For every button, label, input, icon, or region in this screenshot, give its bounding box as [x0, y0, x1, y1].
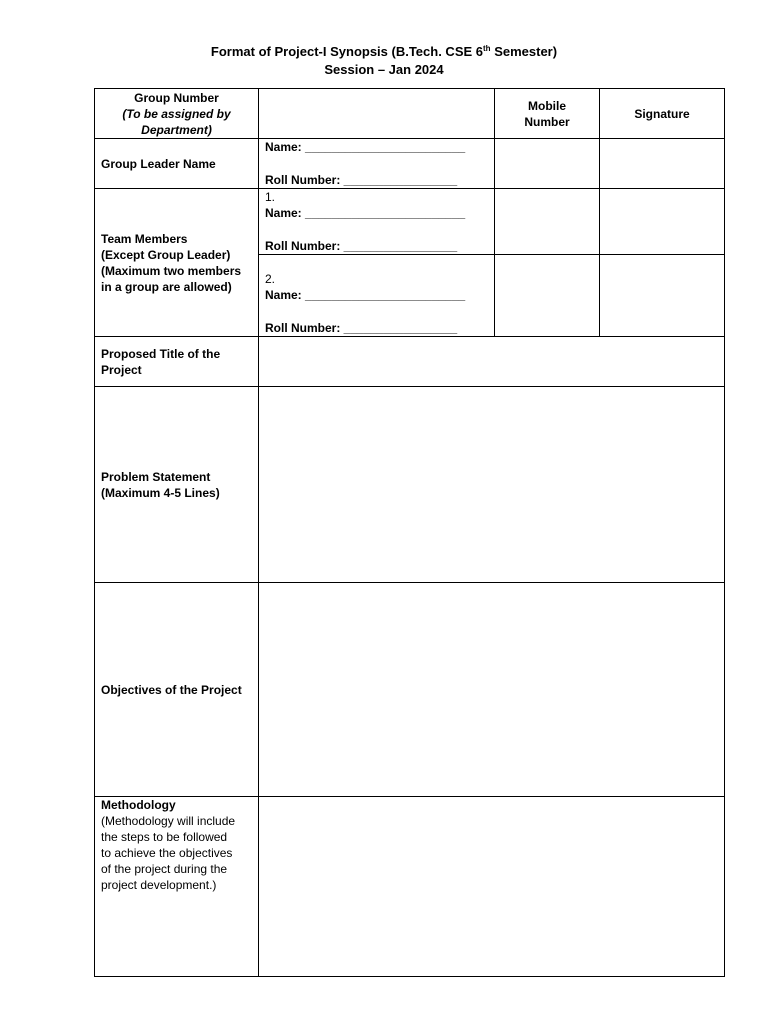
member-2-number: 2.: [265, 272, 276, 286]
team-members-text: in a group are allowed): [101, 279, 232, 294]
objectives-label: Objectives of the Project: [95, 583, 259, 797]
leader-mobile-field[interactable]: [495, 139, 600, 189]
member-1-mobile-field[interactable]: [495, 189, 600, 255]
title-text: Format of Project-I Synopsis (B.Tech. CSE 6: [210, 44, 484, 59]
member-1-signature-field[interactable]: [600, 189, 725, 255]
methodology-note: the steps to be followed: [101, 830, 228, 844]
member-1-number: 1.: [265, 190, 276, 204]
leader-signature-field[interactable]: [600, 139, 725, 189]
team-members-text: (Except Group Leader): [101, 247, 231, 262]
mobile-header-text: Number: [524, 114, 570, 129]
mobile-number-header: [495, 89, 600, 139]
problem-statement-text: (Maximum 4-5 Lines): [101, 485, 220, 500]
methodology-label-cell: [95, 797, 259, 977]
leader-roll-line: Roll Number: _________________: [265, 173, 458, 187]
group-number-label-cell: [95, 89, 259, 139]
methodology-label: Methodology: [101, 798, 176, 812]
leader-name-line: Name: ________________________: [265, 140, 466, 154]
problem-statement-row: [95, 387, 725, 583]
title-text-end: Semester): [490, 44, 558, 59]
synopsis-form-table: [94, 88, 725, 977]
problem-statement-label: [95, 387, 259, 583]
member-2-fields[interactable]: [259, 255, 495, 337]
team-members-text: (Maximum two members: [101, 263, 242, 278]
team-members-text: Team Members: [101, 231, 188, 246]
document-title: [0, 43, 768, 60]
group-number-row: [95, 89, 725, 139]
group-number-note: Department): [141, 122, 212, 137]
member-2-signature-field[interactable]: [600, 255, 725, 337]
proposed-title-field[interactable]: [259, 337, 725, 387]
signature-header: Signature: [600, 89, 725, 139]
title-superscript: th: [483, 44, 491, 53]
member-1-roll-line: Roll Number: _________________: [265, 239, 458, 253]
methodology-note: of the project during the: [101, 862, 228, 876]
mobile-header-text: Mobile: [528, 98, 566, 113]
methodology-note: project development.): [101, 878, 217, 892]
group-number-label: Group Number: [134, 90, 219, 105]
member-2-name-line: Name: ________________________: [265, 288, 466, 302]
team-member-1-row: [95, 189, 725, 255]
member-1-name-line: Name: ________________________: [265, 206, 466, 220]
problem-statement-text: Problem Statement: [101, 469, 211, 484]
session-line: Session – Jan 2024: [324, 62, 444, 77]
proposed-title-label: [95, 337, 259, 387]
objectives-row: [95, 583, 725, 797]
proposed-title-text: Project: [101, 362, 142, 377]
group-leader-fields[interactable]: [259, 139, 495, 189]
member-2-mobile-field[interactable]: [495, 255, 600, 337]
group-number-note: (To be assigned by: [122, 106, 231, 121]
methodology-note: (Methodology will include: [101, 814, 236, 828]
objectives-field[interactable]: [259, 583, 725, 797]
member-2-roll-line: Roll Number: _________________: [265, 321, 458, 335]
group-number-field[interactable]: [259, 89, 495, 139]
group-leader-label: Group Leader Name: [95, 139, 259, 189]
group-leader-row: [95, 139, 725, 189]
problem-statement-field[interactable]: [259, 387, 725, 583]
proposed-title-row: [95, 337, 725, 387]
methodology-row: [95, 797, 725, 977]
member-1-fields[interactable]: [259, 189, 495, 255]
methodology-note: to achieve the objectives: [101, 846, 233, 860]
methodology-field[interactable]: [259, 797, 725, 977]
team-members-label: [95, 189, 259, 337]
proposed-title-text: Proposed Title of the: [101, 346, 221, 361]
